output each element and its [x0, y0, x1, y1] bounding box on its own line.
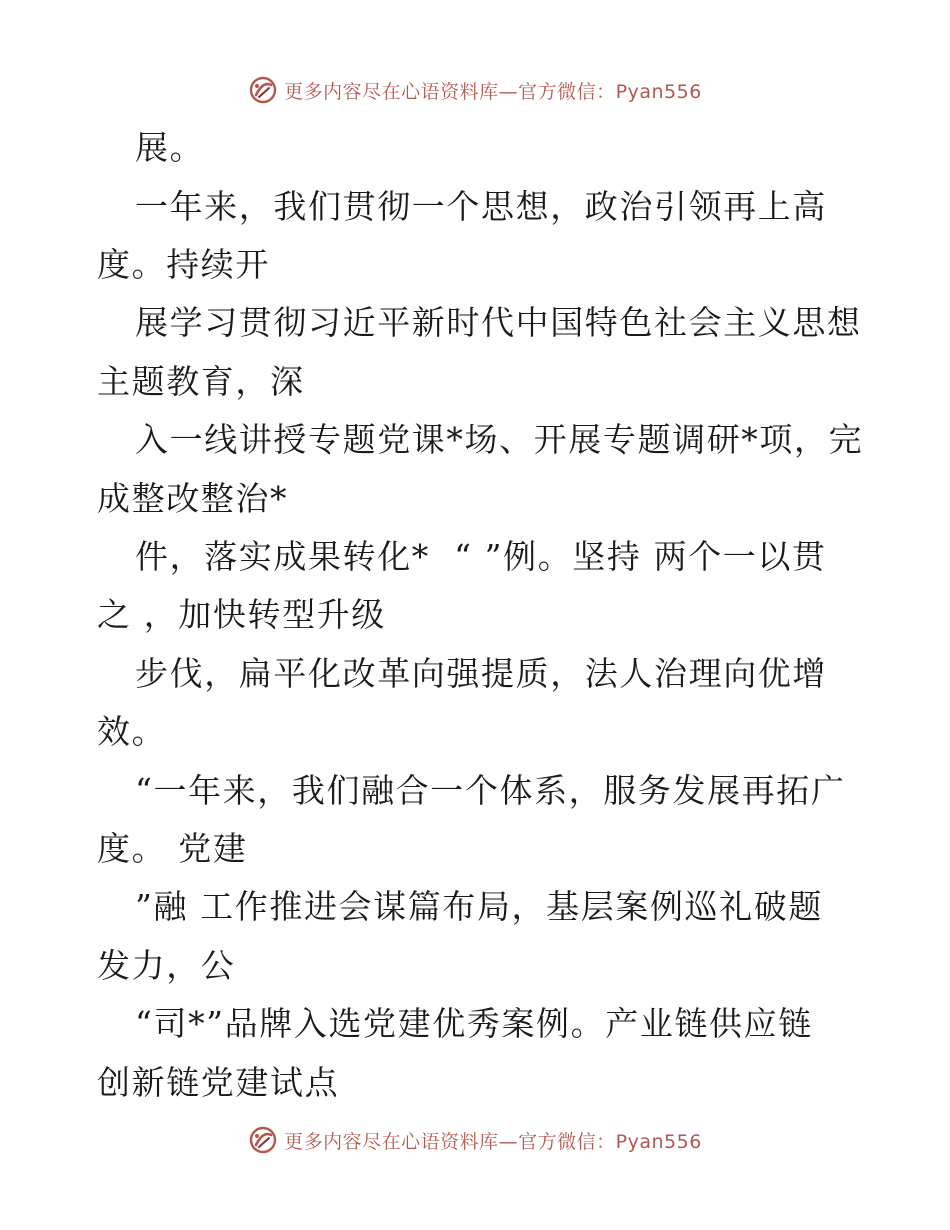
body-line: 主题教育，深: [97, 362, 305, 401]
body-line: 之 ，加快转型升级: [97, 595, 386, 634]
body-line: 入一线讲授专题党课*场、开展专题调研*项，完: [135, 420, 864, 459]
footer-watermark-text: 更多内容尽在心语资料库—官方微信：Pyan556: [284, 1130, 702, 1153]
seal-logo-icon: [248, 1125, 278, 1155]
body-line: 效。: [97, 712, 167, 751]
body-line: 展。: [135, 128, 205, 167]
body-line: 件，落实成果转化* “ ”例。坚持 两个一以贯: [135, 537, 827, 576]
seal-logo-icon: [248, 75, 278, 105]
body-line: “一年来，我们融合一个体系，服务发展再拓广: [135, 771, 846, 810]
body-line: 步伐，扁平化改革向强提质，法人治理向优增: [135, 654, 827, 693]
body-line: 成整改整治*: [97, 479, 289, 518]
body-line: 展学习贯彻习近平新时代中国特色社会主义思想: [135, 303, 862, 342]
header-watermark-text: 更多内容尽在心语资料库—官方微信：Pyan556: [284, 80, 702, 103]
body-line: 发力，公: [97, 946, 236, 985]
body-line: 一年来，我们贯彻一个思想，政治引领再上高: [135, 187, 827, 226]
body-line: 创新链党建试点: [97, 1063, 340, 1102]
footer-watermark-banner: [0, 1120, 950, 1160]
body-line: 度。持续开: [97, 245, 270, 284]
body-line: “司*”品牌入选党建优秀案例。产业链供应链: [135, 1004, 813, 1043]
body-line: 度。 党建: [97, 829, 248, 868]
header-watermark-banner: [0, 70, 950, 110]
body-line: ”融 工作推进会谋篇布局，基层案例巡礼破题: [135, 887, 823, 926]
